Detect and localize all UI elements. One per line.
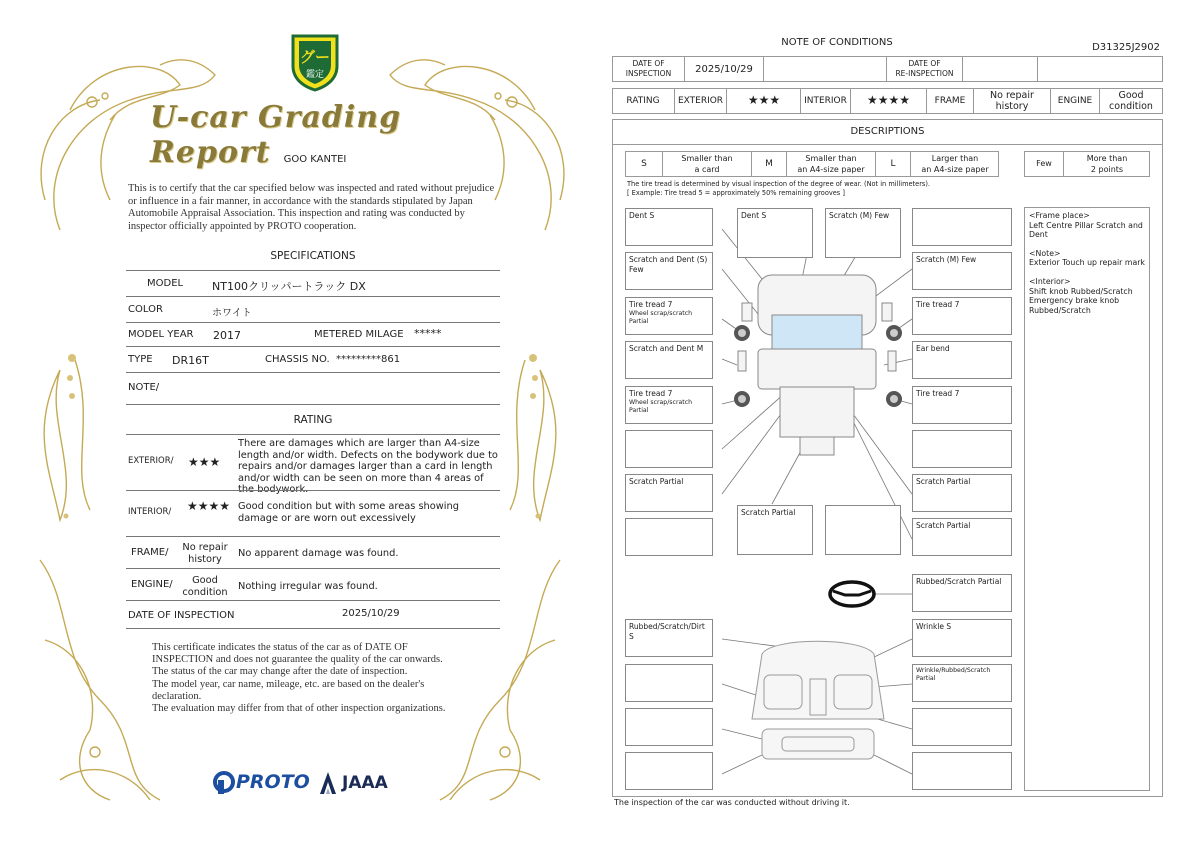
divider — [126, 322, 500, 323]
legend-m: M — [765, 159, 773, 169]
type-value: DR16T — [172, 354, 209, 367]
legend-line: Smaller than — [681, 154, 733, 163]
certificate-footer — [152, 642, 482, 715]
note-text: Emergency brake knob Rubbed/Scratch — [1029, 296, 1120, 315]
descriptions-heading: DESCRIPTIONS — [850, 126, 925, 137]
interior-stars: ★★★★ — [187, 499, 231, 513]
note-heading: <Frame place> — [1029, 211, 1090, 220]
tire-example: [ Example: Tire tread 5 = approximately 50% remaining grooves ] — [627, 189, 845, 197]
frame-label: FRAME — [934, 96, 966, 106]
divider — [126, 600, 500, 601]
frame-place-note — [1029, 211, 1145, 240]
empty-cell — [763, 56, 887, 82]
legend-few-label: Few — [1036, 159, 1052, 168]
footer-line: The status of the car may change after the date of inspection. — [152, 666, 408, 678]
condition-box-right-3: Tire tread 7 — [912, 297, 1012, 335]
frame-value-line: No repair — [990, 90, 1034, 101]
frame-description: No apparent damage was found. — [238, 548, 399, 559]
exterior-stars: ★★★ — [747, 93, 781, 107]
condition-box-interior-right-2: Wrinkle/Rubbed/Scratch Partial — [912, 664, 1012, 702]
conditions-title: NOTE OF CONDITIONS — [781, 37, 893, 48]
reinspection-label-line: RE-INSPECTION — [895, 69, 954, 78]
rating-heading: RATING — [293, 414, 333, 426]
condition-box-bottom-1: Scratch Partial — [737, 505, 813, 555]
model-value: NT100クリッパートラック DX — [212, 280, 366, 293]
reinspection-label-line: DATE OF — [908, 59, 941, 68]
box-line: Tire tread 7 — [629, 389, 673, 398]
reinspection-label — [886, 59, 963, 79]
inspection-footer-note: The inspection of the car was conducted without driving it. — [614, 798, 850, 807]
engine-value-line: condition — [182, 586, 228, 598]
exterior-stars: ★★★ — [188, 455, 221, 469]
certificate-subtitle: GOO KANTEI — [283, 154, 347, 165]
divider — [126, 628, 500, 629]
note-text: Exterior Touch up repair mark — [1029, 258, 1145, 268]
note-label: NOTE/ — [128, 382, 160, 393]
engine-value-line: Good — [192, 575, 218, 586]
condition-box-interior-4 — [625, 752, 713, 790]
exterior-label: EXTERIOR — [677, 96, 724, 106]
date-label — [612, 59, 685, 79]
empty-cell — [962, 56, 1038, 82]
box-line: Tire tread 7 — [629, 300, 673, 309]
specifications-heading: SPECIFICATIONS — [270, 250, 356, 262]
legend-line: More than — [1086, 154, 1128, 163]
box-line: Wheel scrap/scratch Partial — [629, 398, 693, 414]
chassis-label: CHASSIS NO. — [265, 354, 330, 365]
date-value: 2025/10/29 — [695, 64, 753, 75]
frame-value-line: history — [995, 101, 1029, 112]
engine-value-line: condition — [1109, 101, 1153, 112]
engine-description: Nothing irregular was found. — [238, 581, 378, 592]
milage-label: METERED MILAGE — [314, 329, 404, 340]
date-label-line: DATE OF — [632, 59, 665, 68]
frame-value-line: No repair — [182, 542, 228, 553]
condition-box-top-1: Dent S — [737, 208, 813, 258]
divider — [126, 490, 500, 491]
note-text: Shift knob Rubbed/Scratch — [1029, 286, 1133, 296]
date-of-inspection-label: DATE OF INSPECTION — [128, 610, 235, 621]
engine-label: ENGINE — [1057, 96, 1093, 106]
footer-line: The evaluation may differ from that of other inspection organizations. — [152, 703, 446, 715]
legend-few-desc — [1064, 153, 1150, 175]
document-id: D31325J2902 — [1092, 42, 1160, 53]
interior-note — [1029, 277, 1145, 315]
frame-value-line: history — [188, 553, 222, 565]
divider — [126, 568, 500, 569]
legend-line: Smaller than — [805, 154, 857, 163]
condition-box-left-2: Scratch and Dent (S) Few — [625, 252, 713, 290]
condition-box-left-7: Scratch Partial — [625, 474, 713, 512]
condition-box-bottom-2 — [825, 505, 901, 555]
footer-line: INSPECTION and does not guarantee the quality of the car onwards. — [152, 654, 443, 666]
model-label: MODEL — [147, 278, 184, 289]
condition-box-interior-3 — [625, 708, 713, 746]
engine-value — [178, 575, 232, 598]
divider — [126, 296, 500, 297]
type-label: TYPE — [128, 354, 153, 365]
date-of-inspection-value: 2025/10/29 — [342, 608, 400, 619]
condition-box-interior-2 — [625, 664, 713, 702]
legend-s: S — [641, 159, 647, 169]
condition-box-right-8: Scratch Partial — [912, 518, 1012, 556]
proto-logo-icon — [212, 770, 236, 796]
date-label-line: INSPECTION — [625, 69, 672, 78]
certificate-title: U-car Grading Report — [150, 100, 402, 170]
frame-value — [974, 90, 1050, 112]
proto-logo: PROTO — [236, 771, 310, 793]
side-notes-panel — [1024, 207, 1150, 791]
divider — [126, 434, 500, 435]
legend-l: L — [890, 159, 896, 169]
divider — [126, 270, 500, 271]
legend-line: an A4-size paper — [797, 165, 865, 174]
chassis-value: *********861 — [336, 354, 401, 365]
note-heading: <Interior> — [1029, 276, 1071, 286]
condition-box-right-1 — [912, 208, 1012, 246]
divider — [126, 404, 500, 405]
condition-box-steering: Rubbed/Scratch Partial — [912, 574, 1012, 612]
frame-value — [178, 542, 232, 565]
model-year-label: MODEL YEAR — [128, 329, 194, 340]
condition-box-right-2: Scratch (M) Few — [912, 252, 1012, 290]
tire-note: The tire tread is determined by visual inspection of the degree of wear. (Not in millimeters). — [627, 180, 931, 188]
note-heading: <Note> — [1029, 248, 1061, 258]
condition-box-left-5 — [625, 386, 713, 424]
milage-value: ***** — [414, 327, 442, 340]
condition-box-interior-1: Rubbed/Scratch/Dirt S — [625, 619, 713, 657]
legend-line: Larger than — [931, 154, 979, 163]
footer-line: The model year, car name, mileage, etc. are based on the dealer's — [152, 678, 425, 690]
condition-box-interior-right-1: Wrinkle S — [912, 619, 1012, 657]
note-text: Left Centre Pillar Scratch and Dent — [1029, 220, 1143, 240]
condition-box-left-3 — [625, 297, 713, 335]
condition-box-left-4: Scratch and Dent M — [625, 341, 713, 379]
condition-box-right-7: Scratch Partial — [912, 474, 1012, 512]
condition-box-right-4: Ear bend — [912, 341, 1012, 379]
jaaa-logo: JAAA — [342, 773, 388, 793]
footer-line: This certificate indicates the status of the car as of DATE OF — [152, 642, 408, 653]
color-label: COLOR — [128, 304, 163, 315]
divider — [126, 372, 500, 373]
certificate-intro: This is to certify that the car specified below was inspected and rated without prejudice or influence in a fair manner, in accordance with the standards stipulated by Japan Automobile Appraisal Association. This inspection and rating was conducted by inspector officially appointed by PROTO cooperation. — [128, 183, 495, 232]
model-year-value: 2017 — [213, 329, 241, 342]
engine-value-line: Good — [1118, 90, 1144, 101]
exterior-label: EXTERIOR/ — [128, 456, 174, 466]
condition-box-interior-right-4 — [912, 752, 1012, 790]
condition-box-interior-right-3 — [912, 708, 1012, 746]
condition-box-right-6 — [912, 430, 1012, 468]
condition-box-left-6 — [625, 430, 713, 468]
svg-text:鑑定: 鑑定 — [305, 70, 325, 80]
box-line: Wheel scrap/scratch Partial — [629, 309, 693, 325]
legend-line: 2 points — [1090, 165, 1124, 174]
condition-box-right-5: Tire tread 7 — [912, 386, 1012, 424]
general-note — [1029, 249, 1145, 268]
frame-label: FRAME/ — [131, 547, 169, 558]
rating-label: RATING — [626, 96, 660, 106]
color-value: ホワイト — [212, 308, 252, 319]
interior-label: INTERIOR/ — [128, 507, 172, 517]
condition-box-top-2: Scratch (M) Few — [825, 208, 901, 258]
engine-label: ENGINE/ — [131, 579, 173, 590]
engine-value — [1100, 90, 1162, 112]
divider — [126, 346, 500, 347]
condition-box-left-1: Dent S — [625, 208, 713, 246]
condition-box-left-8 — [625, 518, 713, 556]
legend-line: a card — [694, 165, 720, 174]
footer-line: declaration. — [152, 690, 202, 702]
jaaa-logo-icon — [318, 770, 338, 796]
exterior-description: There are damages which are larger than A4-size length and/or width. Defects on the bodywork due to repairs and/or damages larger than a card in length and/or width can be seen on more than 4 areas of the bodywork. — [238, 438, 498, 495]
interior-label: INTERIOR — [804, 96, 847, 106]
interior-stars: ★★★★ — [866, 93, 911, 107]
legend-line: an A4-size paper — [921, 165, 989, 174]
interior-description: Good condition but with some areas showing damage or are worn out excessively — [238, 501, 459, 524]
svg-text:グー: グー — [299, 48, 331, 66]
divider — [126, 536, 500, 537]
goo-kantei-badge-icon — [287, 30, 343, 92]
